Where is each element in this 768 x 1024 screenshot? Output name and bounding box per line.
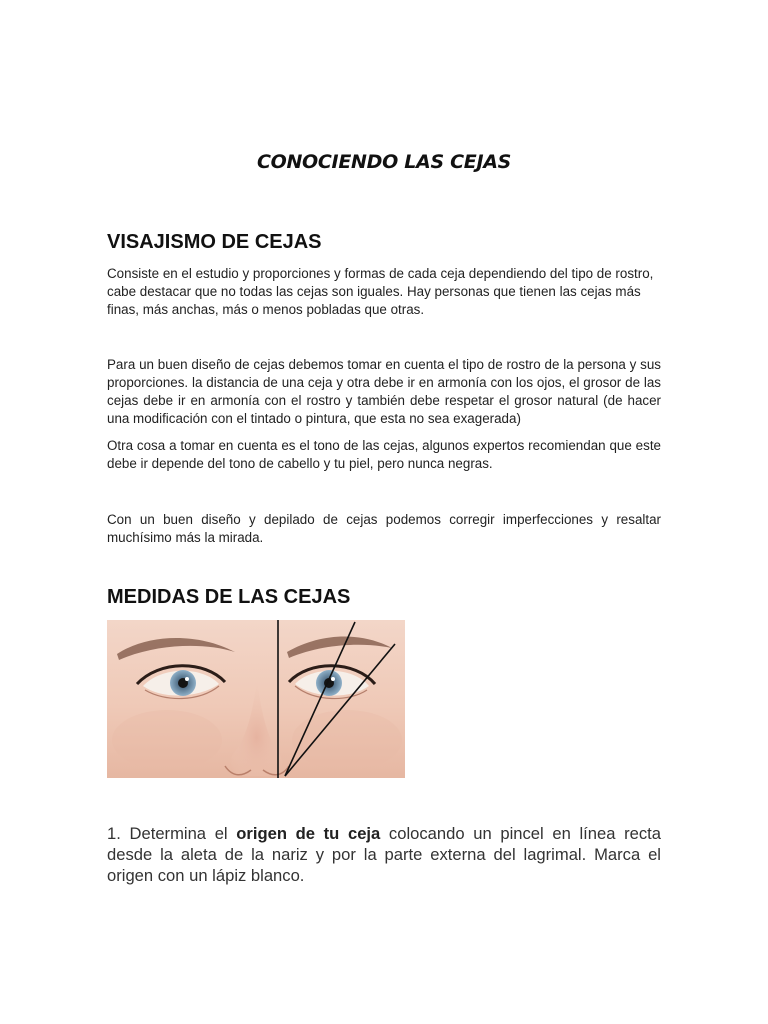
eyebrow-measurement-photo (107, 620, 405, 778)
paragraph: Consiste en el estudio y proporciones y formas de cada ceja dependiendo del tipo de rostro, cabe destacar que no todas las cejas son iguales. Hay personas que tienen las cejas más finas, más anchas, más o menos pobladas que otras. (107, 266, 654, 317)
paragraph: Con un buen diseño y depilado de cejas podemos corregir imperfecciones y resaltar muchísimo más la mirada. (107, 512, 661, 545)
step-1-prefix: 1. Determina el (107, 824, 237, 843)
paragraph: Para un buen diseño de cejas debemos tomar en cuenta el tipo de rostro de la persona y sus proporciones. la distancia de una ceja y otra debe ir en armonía con los ojos, el grosor de las cejas debe ir en armonía con el rostro y también debe respetar el grosor natural (de hacer una modificación con el tintado o pintura, que esta no sea exagerada) (107, 357, 661, 426)
section-heading-medidas: MEDIDAS DE LAS CEJAS (107, 586, 351, 608)
step-1-bold: origen de tu ceja (236, 824, 381, 843)
step-1-suffix: colocando un pincel en línea recta desde la aleta de la nariz y por la parte externa del lagrimal. Marca el origen con un lápiz blanco. (107, 824, 661, 885)
step-1-text (107, 823, 661, 886)
face-illustration (107, 620, 405, 778)
document-title: CONOCIENDO LAS CEJAS (256, 151, 512, 173)
paragraph: Otra cosa a tomar en cuenta es el tono de las cejas, algunos expertos recomiendan que este debe ir depende del tono de cabello y tu piel, pero nunca negras. (107, 438, 661, 471)
section-heading-visajismo: VISAJISMO DE CEJAS (107, 231, 322, 253)
